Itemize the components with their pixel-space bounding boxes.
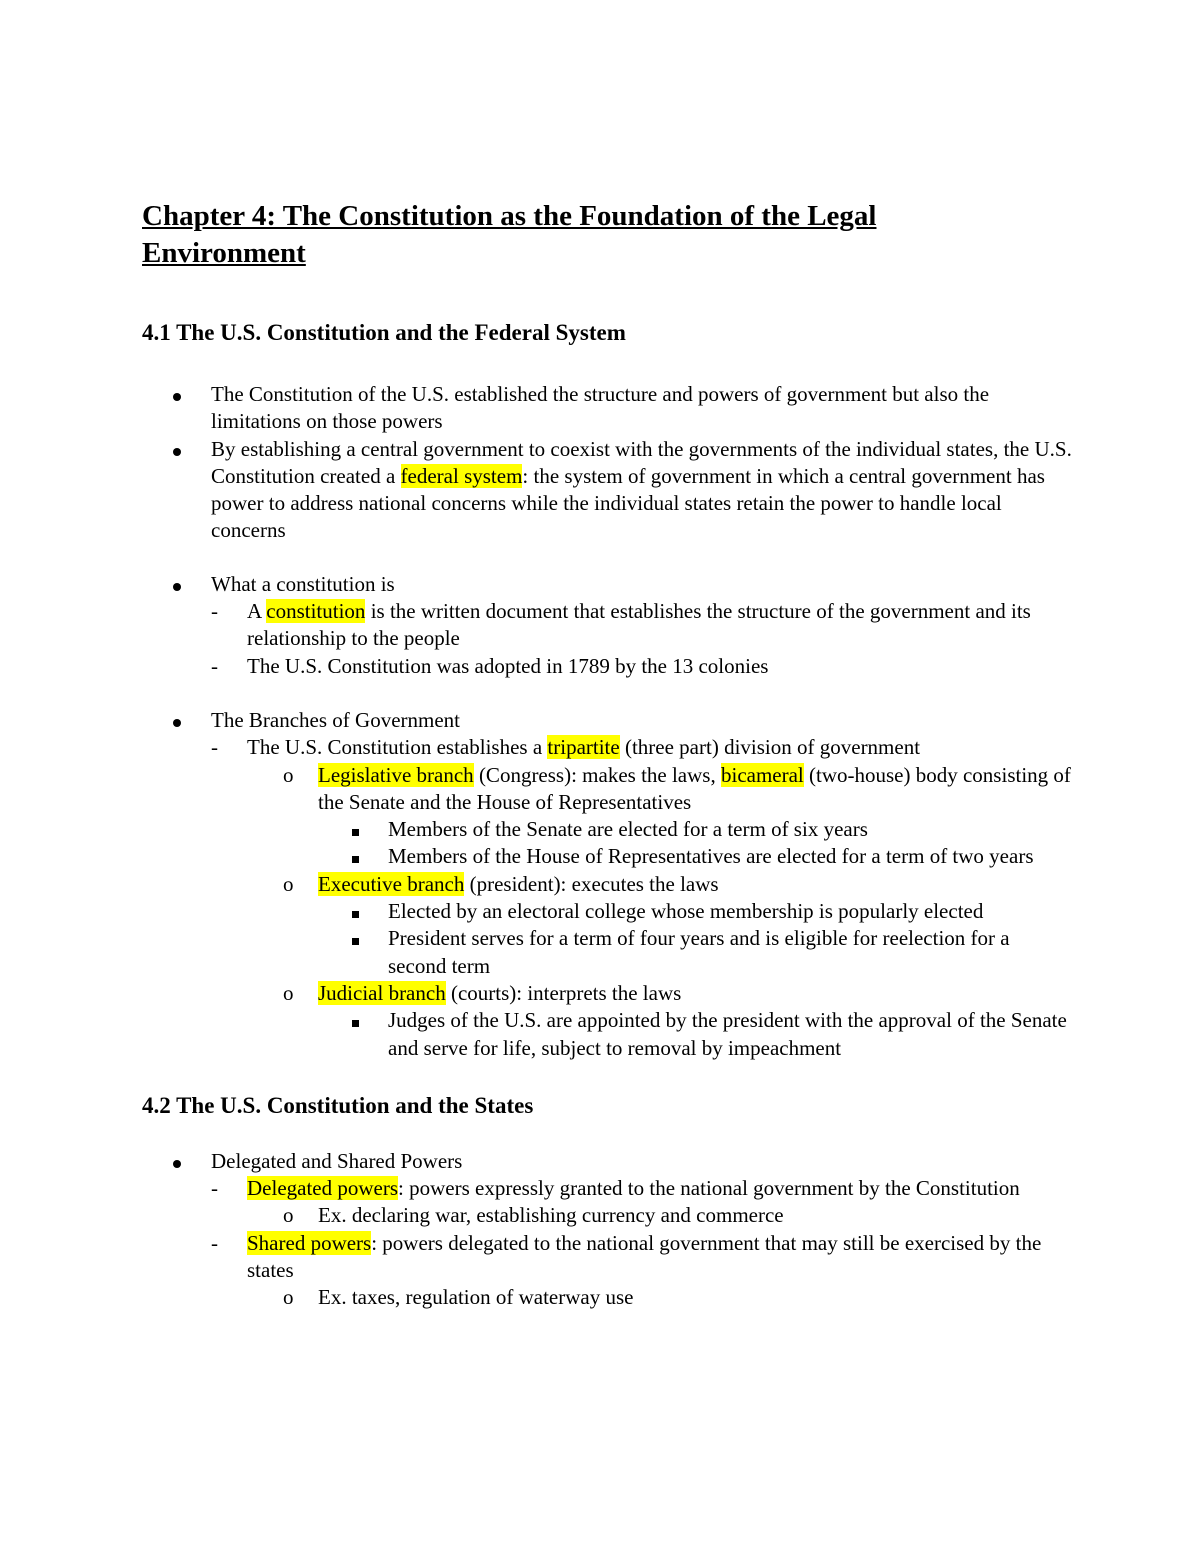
list-item-text: Delegated and Shared Powers [211,1148,463,1173]
sub-list-item: - Shared powers: powers delegated to the national government that may still be exercised by the states [211,1230,1042,1283]
sub-list-item: - A constitution is the written document that establishes the structure of the government and its relationship to the people [211,599,1031,651]
circle-bullet-icon: o [283,871,294,896]
highlighted-term: bicameral [720,762,804,787]
branch-item-legislative: o Legislative branch (Congress): makes the laws, bicameral (two-house) body consisting of the Senate and the House of Representatives [283,762,1071,814]
square-bullet-icon [352,1020,359,1027]
dash-bullet-icon: - [211,735,218,760]
square-bullet-icon [352,938,359,945]
detail-item: Members of the House of Representatives are elected for a term of two years [142,843,1072,870]
circle-bullet-icon: o [283,1285,294,1310]
circle-bullet-icon: o [283,1203,294,1228]
circle-bullet-icon: o [283,980,294,1005]
sub-list-item: - The U.S. Constitution establishes a tripartite (three part) division of government [142,734,1072,761]
detail-item: President serves for a term of four years and is eligible for reelection for a second term [142,925,1072,980]
highlighted-term: tripartite [547,735,620,760]
bullet-icon [173,1160,181,1168]
section-heading-4-1: 4.1 The U.S. Constitution and the Federal System [142,320,626,345]
dash-bullet-icon: - [211,1176,218,1201]
square-bullet-icon [352,829,359,836]
branch-item-executive: o Executive branch (president): executes the laws [142,871,1072,898]
bullet-icon [173,583,181,591]
highlighted-term: Legislative branch [318,762,474,787]
list-item-text: The Constitution of the U.S. established the structure and powers of government but also the limitations on those powers [211,382,990,434]
section-heading-4-2: 4.2 The U.S. Constitution and the States [142,1092,534,1118]
highlighted-term: constitution [266,599,366,624]
list-item [142,1148,1072,1175]
list-item: By establishing a central government to coexist with the governments of the individual states, the U.S. Constitution created a federal system: the system of government in which a central government has power to address national concerns while the individual states retain the power to handle local concerns [142,436,1072,545]
branch-item-judicial: o Judicial branch (courts): interprets the laws [142,980,1072,1007]
bullet-icon [173,719,181,727]
highlighted-term: Delegated powers [247,1176,399,1201]
list-item [142,381,1072,436]
document-content [142,198,1072,1312]
sub-list-item: - The U.S. Constitution was adopted in 1789 by the 13 colonies [142,653,1072,680]
highlighted-term: Shared powers [247,1230,372,1255]
list-item-text: The Branches of Government [211,707,460,732]
chapter-title [142,198,1072,272]
dash-bullet-icon: - [211,1230,218,1255]
chapter-title-line-2: Environment [142,237,306,269]
highlighted-term: Executive branch [318,871,465,896]
square-bullet-icon [352,856,359,863]
dash-bullet-icon: - [211,653,218,678]
highlighted-term: Judicial branch [318,980,446,1005]
example-item: o Ex. declaring war, establishing currency and commerce [142,1202,1072,1229]
list-item [142,571,1072,598]
bullet-icon [173,448,181,456]
circle-bullet-icon: o [283,762,294,787]
example-item: o Ex. taxes, regulation of waterway use [142,1284,1072,1311]
dash-bullet-icon: - [211,599,218,624]
detail-item: Elected by an electoral college whose membership is popularly elected [142,898,1072,925]
list-item [142,707,1072,734]
detail-item: Judges of the U.S. are appointed by the president with the approval of the Senate and serve for life, subject to removal by impeachment [142,1007,1072,1062]
bullet-icon [173,393,181,401]
detail-item: Members of the Senate are elected for a term of six years [142,816,1072,843]
square-bullet-icon [352,911,359,918]
sub-list-item: - Delegated powers: powers expressly granted to the national government by the Constitution [142,1175,1072,1202]
highlighted-term: federal system [400,463,523,488]
list-item-text: What a constitution is [211,571,395,596]
chapter-title-line-1: Chapter 4: The Constitution as the Foundation of the Legal [142,200,877,232]
